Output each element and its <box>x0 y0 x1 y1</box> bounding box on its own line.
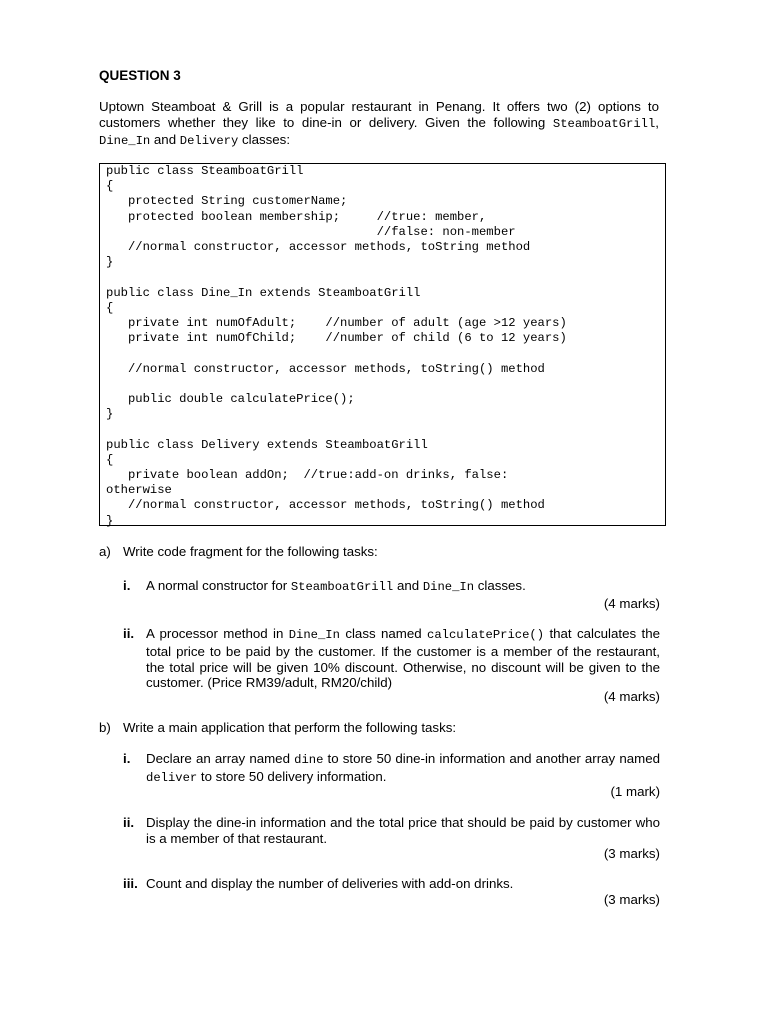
text-segment: class named <box>339 626 428 641</box>
text-segment: Declare an array named <box>146 751 295 766</box>
part-b-text: Write a main application that perform the following tasks: <box>123 720 457 735</box>
code-line: private boolean addOn; //true:add-on drinks, false: <box>106 468 509 483</box>
code-term: Dine_In <box>288 628 340 642</box>
class-name-delivery: Delivery <box>179 134 239 148</box>
code-line: protected String customerName; <box>106 194 348 209</box>
part-b-ii-number: ii. <box>123 815 135 830</box>
part-a-label: a) <box>99 544 111 559</box>
part-b-ii-marks: (3 marks) <box>603 846 660 861</box>
part-a-i-number: i. <box>123 578 131 593</box>
code-line: //normal constructor, accessor methods, toString method <box>106 240 531 255</box>
code-line: { <box>106 300 114 315</box>
code-line: public class SteamboatGrill <box>106 164 304 178</box>
intro-paragraph <box>99 99 659 149</box>
code-line: { <box>106 179 114 194</box>
part-a-i-text <box>146 578 660 596</box>
part-a-ii-text <box>146 626 660 691</box>
part-b-i-number: i. <box>123 751 131 766</box>
code-term: dine <box>294 753 324 767</box>
part-a-ii-number: ii. <box>123 626 135 641</box>
class-name-dine-in: Dine_In <box>99 134 151 148</box>
part-b-label: b) <box>99 720 111 735</box>
text-segment: A normal constructor for <box>146 578 291 593</box>
part-b-iii-number: iii. <box>123 876 138 891</box>
code-term: calculatePrice() <box>427 628 545 642</box>
code-box <box>99 163 666 526</box>
code-term: Dine_In <box>422 580 475 594</box>
code-line: protected boolean membership; //true: member, <box>106 209 487 224</box>
code-line: //normal constructor, accessor methods, toString() method <box>106 498 545 513</box>
code-line: } <box>106 407 114 422</box>
code-line: otherwise <box>106 483 172 498</box>
part-a-i-marks: (4 marks) <box>603 596 660 611</box>
code-line: //false: non-member <box>106 224 516 239</box>
part-b-iii-text: Count and display the number of deliveries with add-on drinks. <box>146 876 514 891</box>
intro-separator: and <box>150 132 180 147</box>
part-b-i-marks: (1 mark) <box>610 784 660 799</box>
intro-separator: , <box>655 115 659 130</box>
question-title: QUESTION 3 <box>99 68 181 83</box>
text-segment: A processor method in <box>146 626 289 641</box>
code-line: } <box>106 513 114 528</box>
code-line: public class Dine_In extends SteamboatGrill <box>106 285 421 300</box>
code-line: private int numOfAdult; //number of adult (age >12 years) <box>106 316 567 331</box>
part-b-ii-text: Display the dine-in information and the total price that should be paid by customer who is a member of that restaurant. <box>146 815 660 846</box>
text-segment: that calculates the total price to be paid by the customer. If the customer is a member of the restaurant, the total price will be given 10% discount. Otherwise, no discount will be given to the customer. (Price RM39/adult, RM20/child) <box>146 626 660 691</box>
part-b-iii-marks: (3 marks) <box>603 892 660 907</box>
text-segment: classes. <box>474 578 526 593</box>
intro-text: Uptown Steamboat & Grill is a popular restaurant in Penang. It offers two (2) options to customers whether they like to dine-in or delivery. Given the following <box>99 99 659 130</box>
part-b-i-text <box>146 751 660 787</box>
class-name-steamboatgrill: SteamboatGrill <box>552 117 656 131</box>
code-line: private int numOfChild; //number of child (6 to 12 years) <box>106 331 567 346</box>
code-line: { <box>106 452 114 467</box>
code-line: } <box>106 255 114 270</box>
text-segment: and <box>393 578 423 593</box>
code-line: //normal constructor, accessor methods, toString() method <box>106 361 545 376</box>
code-term: deliver <box>146 770 198 785</box>
code-line: public class Delivery extends SteamboatGrill <box>106 437 428 452</box>
text-segment: to store 50 delivery information. <box>197 768 387 784</box>
part-a-text: Write code fragment for the following tasks: <box>123 544 378 559</box>
text-segment: to store 50 dine-in information and another array named <box>323 751 660 766</box>
code-listing <box>106 164 567 529</box>
part-a-ii-marks: (4 marks) <box>603 689 660 704</box>
code-term: SteamboatGrill <box>290 580 394 594</box>
intro-text-end: classes: <box>238 132 291 147</box>
code-line: public double calculatePrice(); <box>106 392 355 407</box>
